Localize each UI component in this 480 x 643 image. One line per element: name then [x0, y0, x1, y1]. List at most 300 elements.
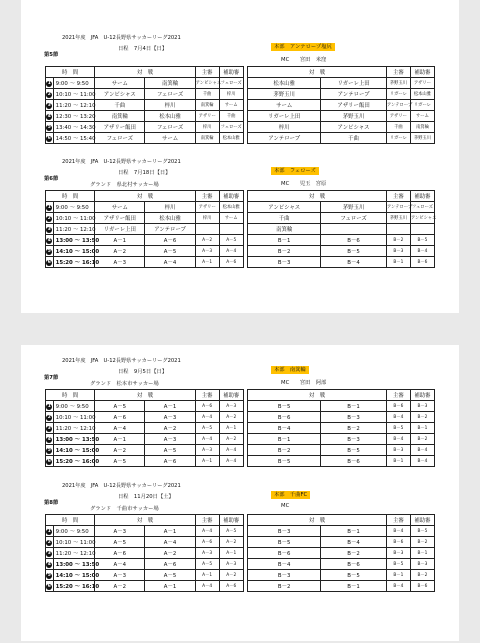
- referee: A－4: [195, 434, 219, 445]
- headquarters-badge: 本部 フェローズ: [271, 167, 319, 175]
- team-b: A－5: [145, 445, 195, 456]
- team-b: フェローズ: [145, 122, 195, 133]
- header-assistant: 補助審: [219, 390, 243, 401]
- team-b: 松本山雅: [145, 111, 195, 122]
- team-b: A－5: [145, 246, 195, 257]
- referee: A－1: [195, 257, 219, 268]
- team-a: A－6: [95, 412, 145, 423]
- team-d: B－4: [321, 257, 387, 268]
- team-a: フェローズ: [95, 133, 145, 144]
- slot-number: 1: [46, 401, 54, 412]
- team-c: 松本山雅: [248, 78, 321, 89]
- slot-number: 4: [46, 559, 54, 570]
- assistant-referee: フェローズ: [219, 78, 243, 89]
- table-header-row: [46, 67, 435, 78]
- referee: A－5: [195, 559, 219, 570]
- referee: A－5: [195, 423, 219, 434]
- assistant-referee-b: リガーレ: [410, 100, 434, 111]
- team-b: 梓川: [145, 202, 195, 213]
- assistant-referee: A－6: [219, 581, 243, 592]
- referee: A－6: [195, 537, 219, 548]
- referee-b: B－6: [386, 401, 410, 412]
- team-d: 千曲: [321, 133, 387, 144]
- time-slot: 9:00 〜 9:50: [53, 526, 95, 537]
- referee-b: アザリー: [386, 111, 410, 122]
- header-match-b: 対 戦: [248, 390, 387, 401]
- header-match: 対 戦: [95, 515, 196, 526]
- assistant-referee-b: B－4: [410, 246, 434, 257]
- referee-b: 茅野玉川: [386, 213, 410, 224]
- team-d: B－5: [321, 246, 387, 257]
- assistant-referee-b: B－1: [410, 423, 434, 434]
- team-d: アンビシャス: [321, 122, 387, 133]
- referee-b: B－5: [386, 559, 410, 570]
- team-b: A－6: [145, 559, 195, 570]
- round-label: 第5節: [44, 52, 59, 58]
- table-row: [46, 445, 435, 456]
- team-d: B－6: [321, 235, 387, 246]
- referee-b: B－2: [386, 235, 410, 246]
- schedule-table: [45, 514, 435, 592]
- assistant-referee-b: [410, 224, 434, 235]
- table-header-row: [46, 515, 435, 526]
- team-a: A－5: [95, 456, 145, 467]
- header-match: 対 戦: [95, 67, 196, 78]
- referee: A－6: [195, 401, 219, 412]
- time-slot: 9:00 〜 9:50: [53, 202, 95, 213]
- team-d: B－2: [321, 423, 387, 434]
- assistant-referee: A－5: [219, 526, 243, 537]
- team-a: 千曲: [95, 100, 145, 111]
- referee-b: B－3: [386, 246, 410, 257]
- header-match-b: 対 戦: [248, 515, 387, 526]
- table-row: [46, 548, 435, 559]
- referee-b: B－4: [386, 434, 410, 445]
- team-c: リガーレ上田: [248, 111, 321, 122]
- header-assistant-b: 補助審: [410, 515, 434, 526]
- round-label: 第6節: [44, 176, 59, 182]
- referee-b: リガーレ: [386, 133, 410, 144]
- header-time: 時 間: [46, 390, 95, 401]
- referee-b: 千曲: [386, 122, 410, 133]
- headquarters-badge: 本部 南箕輪: [271, 366, 309, 374]
- referee: A－4: [195, 412, 219, 423]
- league-title: 2021年度 JFA U-12長野県サッカーリーグ2021: [62, 159, 181, 165]
- time-slot: 13:40 〜 14:30: [53, 122, 95, 133]
- time-slot: 14:50 〜 15:40: [53, 133, 95, 144]
- team-c: 南箕輪: [248, 224, 321, 235]
- assistant-referee-b: B－5: [410, 235, 434, 246]
- mc-names: MC 宮田 米窪: [281, 57, 327, 63]
- team-b: A－5: [145, 570, 195, 581]
- match-date: 日程 9月5日【日】: [118, 369, 168, 375]
- assistant-referee-b: サーム: [410, 111, 434, 122]
- mc-names: MC 宮田 阿部: [281, 380, 327, 386]
- headquarters-badge: 本部 千曲FC: [271, 491, 310, 499]
- team-d: リガーレ上田: [321, 78, 387, 89]
- referee: A－3: [195, 445, 219, 456]
- time-slot: 15:20 〜 16:00: [53, 456, 95, 467]
- team-a: A－2: [95, 246, 145, 257]
- referee-b: B－3: [386, 548, 410, 559]
- slot-number: 2: [46, 537, 54, 548]
- table-row: [46, 526, 435, 537]
- team-c: 千曲: [248, 213, 321, 224]
- team-b: サーム: [145, 133, 195, 144]
- team-d: B－6: [321, 456, 387, 467]
- team-a: A－5: [95, 537, 145, 548]
- team-d: [321, 224, 387, 235]
- team-b: A－6: [145, 235, 195, 246]
- slot-number: 2: [46, 89, 54, 100]
- team-d: B－2: [321, 548, 387, 559]
- team-c: B－3: [248, 526, 321, 537]
- referee: A－3: [195, 246, 219, 257]
- team-c: B－2: [248, 246, 321, 257]
- time-slot: 9:00 〜 9:50: [53, 78, 95, 89]
- time-slot: 11:20 〜 12:10: [53, 100, 95, 111]
- header-assistant-b: 補助審: [410, 390, 434, 401]
- match-date: 日程 7月4日【日】: [118, 46, 168, 52]
- team-c: アンテロープ: [248, 133, 321, 144]
- team-c: B－3: [248, 570, 321, 581]
- assistant-referee: A－6: [219, 257, 243, 268]
- table-row: [46, 202, 435, 213]
- team-d: アンテロープ: [321, 89, 387, 100]
- assistant-referee-b: B－2: [410, 412, 434, 423]
- team-b: A－1: [145, 581, 195, 592]
- table-row: [46, 122, 435, 133]
- team-d: B－4: [321, 537, 387, 548]
- team-c: B－6: [248, 412, 321, 423]
- team-a: アンビシャス: [95, 89, 145, 100]
- header-referee: 主審: [195, 390, 219, 401]
- assistant-referee: 松本山雅: [219, 202, 243, 213]
- referee: [195, 224, 219, 235]
- slot-number: 2: [46, 412, 54, 423]
- referee-b: B－6: [386, 537, 410, 548]
- team-d: B－6: [321, 559, 387, 570]
- document-page-2: [21, 345, 459, 641]
- slot-number: 5: [46, 570, 54, 581]
- table-row: [46, 456, 435, 467]
- time-slot: 11:20 〜 12:10: [53, 548, 95, 559]
- team-b: 松本山雅: [145, 213, 195, 224]
- team-a: A－4: [95, 423, 145, 434]
- referee: 梓川: [195, 213, 219, 224]
- slot-number: 5: [46, 445, 54, 456]
- header-match-b: 対 戦: [248, 67, 387, 78]
- team-b: A－3: [145, 434, 195, 445]
- team-a: アザリー飯田: [95, 213, 145, 224]
- referee: 梓川: [195, 122, 219, 133]
- slot-number: 3: [46, 224, 54, 235]
- slot-number: 4: [46, 111, 54, 122]
- assistant-referee-b: B－2: [410, 537, 434, 548]
- assistant-referee-b: B－6: [410, 257, 434, 268]
- referee: 南箕輪: [195, 133, 219, 144]
- assistant-referee-b: アザリー: [410, 78, 434, 89]
- assistant-referee: 梓川: [219, 89, 243, 100]
- header-assistant: 補助審: [219, 67, 243, 78]
- table-row: [46, 133, 435, 144]
- table-header-row: [46, 191, 435, 202]
- time-slot: 10:10 〜 11:00: [53, 412, 95, 423]
- team-b: A－1: [145, 526, 195, 537]
- team-a: A－3: [95, 570, 145, 581]
- assistant-referee-b: B－4: [410, 456, 434, 467]
- team-b: A－2: [145, 423, 195, 434]
- assistant-referee-b: フェローズ: [410, 202, 434, 213]
- assistant-referee: 千曲: [219, 111, 243, 122]
- team-b: 梓川: [145, 100, 195, 111]
- header-match: 対 戦: [95, 390, 196, 401]
- league-title: 2021年度 JFA U-12長野県サッカーリーグ2021: [62, 35, 181, 41]
- referee-b: B－1: [386, 456, 410, 467]
- time-slot: 15:20 〜 16:10: [53, 581, 95, 592]
- team-b: A－1: [145, 401, 195, 412]
- assistant-referee-b: B－6: [410, 581, 434, 592]
- assistant-referee: 松本山雅: [219, 133, 243, 144]
- slot-number: 2: [46, 213, 54, 224]
- team-c: サーム: [248, 100, 321, 111]
- assistant-referee: A－2: [219, 412, 243, 423]
- header-time: 時 間: [46, 191, 95, 202]
- slot-number: 1: [46, 78, 54, 89]
- assistant-referee: [219, 224, 243, 235]
- assistant-referee: A－4: [219, 456, 243, 467]
- assistant-referee-b: B－3: [410, 559, 434, 570]
- slot-number: 6: [46, 456, 54, 467]
- time-slot: 10:10 〜 11:00: [53, 537, 95, 548]
- team-c: B－2: [248, 581, 321, 592]
- referee: アザリー: [195, 202, 219, 213]
- assistant-referee-b: B－3: [410, 401, 434, 412]
- table-row: [46, 100, 435, 111]
- referee-b: アンテロープ: [386, 100, 410, 111]
- header-referee-b: 主審: [386, 67, 410, 78]
- team-c: B－5: [248, 537, 321, 548]
- headquarters-badge: 本部 アンテロープ塩尻: [271, 43, 335, 51]
- table-row: [46, 257, 435, 268]
- time-slot: 14:10 〜 15:00: [53, 570, 95, 581]
- header-assistant: 補助審: [219, 191, 243, 202]
- header-referee: 主審: [195, 191, 219, 202]
- assistant-referee-b: 松本山雅: [410, 89, 434, 100]
- assistant-referee: フェローズ: [219, 122, 243, 133]
- header-assistant-b: 補助審: [410, 191, 434, 202]
- team-c: B－2: [248, 445, 321, 456]
- assistant-referee: A－3: [219, 559, 243, 570]
- team-b: A－4: [145, 257, 195, 268]
- team-a: A－1: [95, 235, 145, 246]
- table-header-row: [46, 390, 435, 401]
- table-row: [46, 559, 435, 570]
- table-row: [46, 111, 435, 122]
- slot-number: 6: [46, 581, 54, 592]
- table-row: [46, 235, 435, 246]
- team-d: B－1: [321, 401, 387, 412]
- time-slot: 13:00 〜 13:50: [53, 559, 95, 570]
- team-b: A－6: [145, 456, 195, 467]
- table-row: [46, 581, 435, 592]
- table-row: [46, 401, 435, 412]
- referee-b: B－3: [386, 445, 410, 456]
- league-title: 2021年度 JFA U-12長野県サッカーリーグ2021: [62, 483, 181, 489]
- team-c: 梓川: [248, 122, 321, 133]
- team-d: B－1: [321, 581, 387, 592]
- header-referee-b: 主審: [386, 191, 410, 202]
- referee-b: B－5: [386, 423, 410, 434]
- team-a: A－3: [95, 526, 145, 537]
- team-a: リガーレ上田: [95, 224, 145, 235]
- slot-number: 5: [46, 122, 54, 133]
- ground-name: グランド 松本市サッカー場: [90, 381, 159, 387]
- slot-number: 6: [46, 257, 54, 268]
- table-row: [46, 213, 435, 224]
- referee: 南箕輪: [195, 100, 219, 111]
- match-date: 日程 7月18日【日】: [118, 170, 171, 176]
- header-assistant: 補助審: [219, 515, 243, 526]
- time-slot: 13:00 〜 13:50: [53, 235, 95, 246]
- table-row: [46, 224, 435, 235]
- time-slot: 15:20 〜 16:10: [53, 257, 95, 268]
- schedule-table: [45, 66, 435, 144]
- referee: A－4: [195, 581, 219, 592]
- referee: A－2: [195, 235, 219, 246]
- table-row: [46, 537, 435, 548]
- referee-b: B－1: [386, 570, 410, 581]
- table-row: [46, 78, 435, 89]
- assistant-referee-b: B－2: [410, 570, 434, 581]
- assistant-referee-b: B－1: [410, 548, 434, 559]
- team-d: 茅野玉川: [321, 202, 387, 213]
- table-row: [46, 423, 435, 434]
- team-d: 茅野玉川: [321, 111, 387, 122]
- team-a: サーム: [95, 202, 145, 213]
- header-time: 時 間: [46, 67, 95, 78]
- team-d: B－5: [321, 570, 387, 581]
- time-slot: 14:10 〜 15:00: [53, 246, 95, 257]
- referee-b: [386, 224, 410, 235]
- team-d: B－1: [321, 526, 387, 537]
- time-slot: 11:20 〜 12:10: [53, 224, 95, 235]
- team-c: アンビシャス: [248, 202, 321, 213]
- assistant-referee: A－2: [219, 570, 243, 581]
- assistant-referee: サーム: [219, 213, 243, 224]
- team-a: アザリー飯田: [95, 122, 145, 133]
- slot-number: 3: [46, 100, 54, 111]
- header-match-b: 対 戦: [248, 191, 387, 202]
- header-referee-b: 主審: [386, 515, 410, 526]
- schedule-table: [45, 190, 435, 268]
- time-slot: 11:20 〜 12:10: [53, 423, 95, 434]
- header-match: 対 戦: [95, 191, 196, 202]
- assistant-referee: サーム: [219, 100, 243, 111]
- team-b: アンテロープ: [145, 224, 195, 235]
- header-referee-b: 主審: [386, 390, 410, 401]
- table-row: [46, 570, 435, 581]
- assistant-referee-b: B－2: [410, 434, 434, 445]
- team-d: アザリー飯田: [321, 100, 387, 111]
- table-row: [46, 89, 435, 100]
- table-row: [46, 434, 435, 445]
- assistant-referee-b: B－4: [410, 445, 434, 456]
- slot-number: 1: [46, 526, 54, 537]
- referee-b: B－4: [386, 526, 410, 537]
- team-b: A－4: [145, 537, 195, 548]
- assistant-referee: A－1: [219, 548, 243, 559]
- team-c: 茅野玉川: [248, 89, 321, 100]
- header-time: 時 間: [46, 515, 95, 526]
- team-d: B－5: [321, 445, 387, 456]
- team-c: B－4: [248, 423, 321, 434]
- referee: アンビシャス: [195, 78, 219, 89]
- slot-number: 1: [46, 202, 54, 213]
- team-a: A－2: [95, 581, 145, 592]
- team-b: 南箕輪: [145, 78, 195, 89]
- schedule-table: [45, 389, 435, 467]
- team-b: A－2: [145, 548, 195, 559]
- time-slot: 9:00 〜 9:50: [53, 401, 95, 412]
- referee-b: リガーレ: [386, 89, 410, 100]
- slot-number: 6: [46, 133, 54, 144]
- referee-b: 茅野玉川: [386, 78, 410, 89]
- assistant-referee: A－2: [219, 537, 243, 548]
- assistant-referee-b: アンビシャス: [410, 213, 434, 224]
- time-slot: 10:10 〜 11:00: [53, 213, 95, 224]
- team-a: 南箕輪: [95, 111, 145, 122]
- match-date: 日程 11月20日【土】: [118, 494, 174, 500]
- team-c: B－1: [248, 434, 321, 445]
- team-c: B－1: [248, 235, 321, 246]
- header-referee: 主審: [195, 67, 219, 78]
- team-d: フェローズ: [321, 213, 387, 224]
- referee: A－1: [195, 456, 219, 467]
- team-c: B－5: [248, 401, 321, 412]
- table-row: [46, 412, 435, 423]
- team-c: B－6: [248, 548, 321, 559]
- team-c: B－5: [248, 456, 321, 467]
- referee: 千曲: [195, 89, 219, 100]
- assistant-referee: A－4: [219, 445, 243, 456]
- referee-b: B－4: [386, 581, 410, 592]
- team-b: フェローズ: [145, 89, 195, 100]
- mc-names: MC 児玉 宮原: [281, 181, 327, 187]
- team-a: サーム: [95, 78, 145, 89]
- slot-number: 4: [46, 235, 54, 246]
- round-label: 第7節: [44, 375, 59, 381]
- team-a: A－6: [95, 548, 145, 559]
- assistant-referee: A－3: [219, 401, 243, 412]
- slot-number: 3: [46, 548, 54, 559]
- mc-names: MC: [281, 503, 290, 509]
- team-b: A－3: [145, 412, 195, 423]
- time-slot: 13:00 〜 13:50: [53, 434, 95, 445]
- header-assistant-b: 補助審: [410, 67, 434, 78]
- round-label: 第8節: [44, 500, 59, 506]
- referee-b: B－4: [386, 412, 410, 423]
- team-d: B－3: [321, 434, 387, 445]
- slot-number: 3: [46, 423, 54, 434]
- referee-b: B－1: [386, 257, 410, 268]
- team-a: A－5: [95, 401, 145, 412]
- team-c: B－3: [248, 257, 321, 268]
- team-d: B－3: [321, 412, 387, 423]
- table-row: [46, 246, 435, 257]
- assistant-referee-b: B－5: [410, 526, 434, 537]
- document-page-1: [21, 0, 459, 313]
